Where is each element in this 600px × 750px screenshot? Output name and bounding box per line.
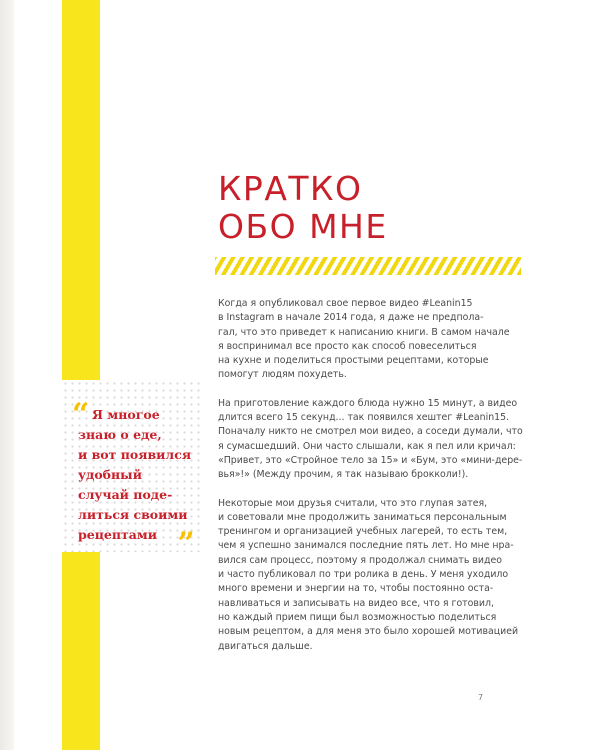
body-text	[218, 297, 548, 668]
text-line: вился сам процесс, поэтому я продолжал снимать видео	[218, 554, 502, 566]
quote-line: случай поде-	[78, 487, 173, 502]
paragraph	[218, 397, 548, 483]
text-line: тренингом и организацией учебных лагерей, то есть тем,	[218, 526, 508, 538]
pull-quote-text	[78, 405, 196, 545]
title-line: ОБО МНЕ	[218, 207, 388, 246]
text-line: новым рецептом, а для меня это было хорошей мотивацией	[218, 626, 519, 638]
quote-line: рецептами	[78, 527, 158, 542]
quote-line: знаю о еде,	[78, 427, 162, 442]
text-line: навливаться и записывать на видео все, что я готовил,	[218, 597, 494, 609]
text-line: много времени и энергии на то, чтобы постоянно оста-	[218, 583, 494, 595]
title-line: КРАТКО	[218, 169, 363, 208]
text-line: и советовали мне продолжить заниматься персональным	[218, 511, 507, 523]
page-number: 7	[478, 693, 484, 702]
text-line: На приготовление каждого блюда нужно 15 минут, а видео	[218, 397, 518, 409]
text-line: помогут людям похудеть.	[218, 369, 347, 381]
paragraph	[218, 297, 548, 383]
page-title	[218, 170, 388, 246]
text-line: Поначалу никто не смотрел мои видео, а соседи думали, что	[218, 426, 523, 438]
text-line: в Instagram в начале 2014 года, я даже не предпола-	[218, 312, 484, 324]
page-edge	[0, 0, 14, 750]
quote-line: Я многое	[92, 407, 160, 422]
open-quote-icon: “	[72, 397, 90, 432]
text-line: Некоторые мои друзья считали, что это глупая затея,	[218, 497, 488, 509]
diagonal-stripes-divider	[215, 257, 521, 275]
quote-line: удобный	[78, 467, 142, 482]
text-line: длится всего 15 секунд... так появился хештег #Leanin15.	[218, 412, 510, 424]
text-line: гал, что это приведет к написанию книги. В самом начале	[218, 326, 510, 338]
text-line: «Привет, это «Стройное тело за 15» и «Бум, это «мини-дере-	[218, 454, 523, 466]
text-line: я сумасшедший. Они часто слышали, как я пел или кричал:	[218, 440, 516, 452]
text-line: на кухне и поделиться простыми рецептами, которые	[218, 355, 489, 367]
quote-line: литься своими	[78, 507, 188, 522]
quote-line: и вот появился	[78, 447, 192, 462]
text-line: Когда я опубликовал свое первое видео #Leanin15	[218, 298, 473, 309]
text-line: вья»!» (Между прочим, я так называю брокколи!).	[218, 469, 469, 481]
text-line: двигаться дальше.	[218, 640, 313, 652]
text-line: чем я успешно занимался последние пять лет. Но мне нра-	[218, 540, 514, 552]
yellow-accent-bar	[62, 0, 100, 750]
text-line: и часто публиковал по три ролика в день. У меня уходило	[218, 569, 509, 581]
paragraph	[218, 497, 548, 654]
close-quote-icon: „	[178, 509, 196, 544]
text-line: но каждый прием пищи был возможностью поделиться	[218, 611, 497, 623]
text-line: я воспринимал все просто как способ повеселиться	[218, 340, 477, 352]
